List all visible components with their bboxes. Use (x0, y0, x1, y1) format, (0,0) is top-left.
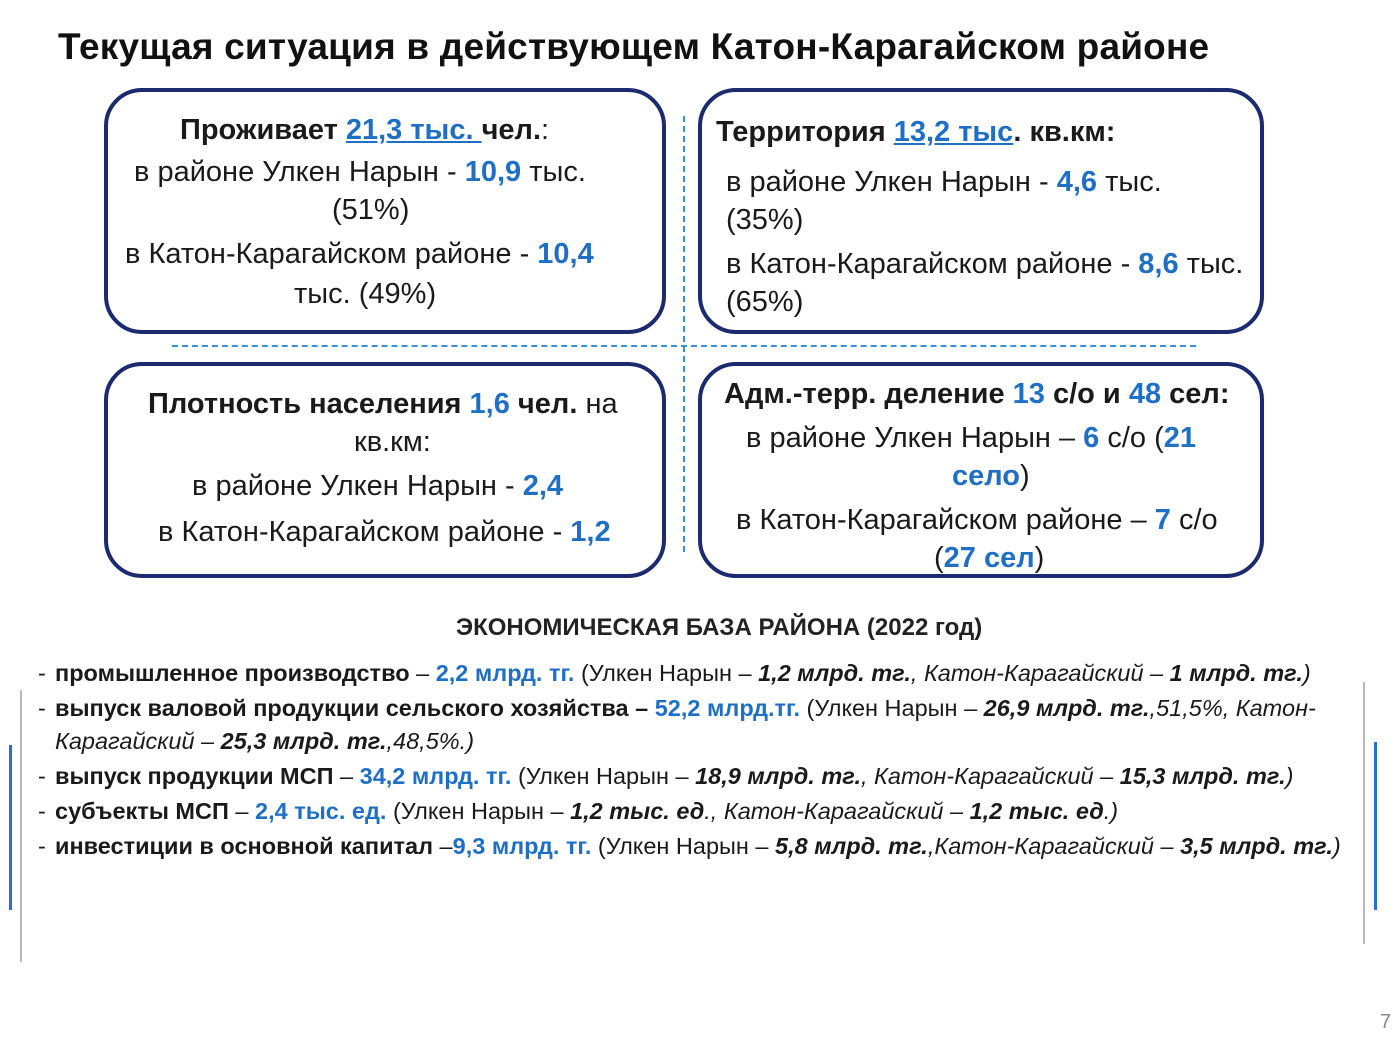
density-total-value: 1,6 (469, 388, 510, 420)
admin-ulken-naryn-okrugs: 6 (1083, 422, 1100, 454)
admin-division-box (698, 362, 1264, 578)
admin-katon-okrugs: 7 (1154, 504, 1171, 536)
territory-katon-share: (65%) (726, 286, 804, 318)
economy-list (38, 657, 1348, 865)
vertical-dashed-divider (683, 116, 685, 552)
territory-ulken-naryn-share: (35%) (726, 204, 804, 236)
population-katon-share: тыс. (49%) (294, 278, 437, 310)
population-ulken-naryn-line: в районе Улкен Нарын - 10,9 тыс. (134, 156, 586, 188)
density-katon-value: 1,2 (570, 516, 611, 548)
admin-ulken-naryn-line: в районе Улкен Нарын – 6 с/о (21 (746, 422, 1197, 454)
population-katon-value: 10,4 (537, 238, 594, 270)
list-item: - инвестиции в основной капитал –9,3 млрд. тг. (Улкен Нарын – 5,8 млрд. тг.,Катон-Карагайский – 3,5 млрд. тг.) (38, 833, 1341, 859)
horizontal-dashed-divider (172, 345, 1196, 347)
list-item: - выпуск валовой продукции сельского хозяйства – 52,2 млрд.тг. (Улкен Нарын – 26,9 млрд. тг.,51,5%, Катон-Карагайский – 25,3 млрд. тг.,48,5%.) (38, 695, 1316, 754)
list-item: - выпуск продукции МСП – 34,2 млрд. тг. (Улкен Нарын – 18,9 млрд. тг., Катон-Карагайский – 15,3 млрд. тг.) (38, 763, 1294, 789)
density-box (104, 362, 666, 578)
admin-okrug-count: 13 (1012, 378, 1045, 410)
economy-heading: ЭКОНОМИЧЕСКАЯ БАЗА РАЙОНА (2022 год) (456, 614, 983, 641)
admin-ulken-naryn-villages: 21 (1163, 422, 1197, 454)
slide-title: Текущая ситуация в действующем Катон-Карагайском районе (58, 26, 1210, 67)
density-ulken-naryn-value: 2,4 (522, 470, 564, 502)
right-blue-bar (1374, 742, 1377, 910)
list-item: - субъекты МСП – 2,4 тыс. ед. (Улкен Нарын – 1,2 тыс. ед., Катон-Карагайский – 1,2 тыс. ед.) (38, 798, 1119, 824)
density-ulken-naryn-line: в районе Улкен Нарын - 2,4 (192, 470, 564, 502)
population-heading: Проживает 21,3 тыс. чел.: (180, 114, 550, 146)
territory-box (698, 88, 1264, 334)
admin-katon-line: в Катон-Карагайском районе – 7 с/о (736, 504, 1218, 536)
population-ulken-naryn-share: (51%) (332, 194, 410, 226)
density-katon-line: в Катон-Карагайском районе - 1,2 (158, 516, 611, 548)
territory-heading: Территория 13,2 тыс. кв.км: (716, 116, 1116, 148)
admin-heading: Адм.-терр. деление 13 с/о и 48 сел: (724, 378, 1230, 410)
population-katon-line: в Катон-Карагайском районе - 10,4 (125, 238, 594, 270)
territory-ulken-naryn-line: в районе Улкен Нарын - 4,6 тыс. (726, 166, 1162, 198)
territory-katon-value: 8,6 (1138, 248, 1179, 280)
territory-total-value: 13,2 тыс (893, 116, 1014, 148)
density-heading: Плотность населения 1,6 чел. на (148, 388, 618, 420)
right-gray-bar (1363, 682, 1365, 944)
admin-village-count: 48 (1128, 378, 1162, 410)
population-total-value: 21,3 тыс. (345, 114, 482, 146)
list-item: - промышленное производство – 2,2 млрд. тг. (Улкен Нарын – 1,2 млрд. тг., Катон-Карагайский – 1 млрд. тг.) (38, 660, 1311, 686)
left-gray-bar (20, 690, 22, 962)
territory-katon-line: в Катон-Карагайском районе - 8,6 тыс. (726, 248, 1244, 280)
admin-ulken-naryn-villages-word: село) (952, 460, 1030, 492)
population-ulken-naryn-value: 10,9 (464, 156, 522, 188)
population-box (104, 88, 666, 334)
density-unit-line: кв.км: (354, 426, 431, 458)
left-blue-bar (9, 745, 12, 910)
territory-ulken-naryn-value: 4,6 (1056, 166, 1098, 198)
page-number: 7 (1380, 1011, 1392, 1033)
admin-katon-villages: 27 сел (943, 542, 1035, 574)
admin-katon-villages-line: (27 сел) (934, 542, 1045, 574)
